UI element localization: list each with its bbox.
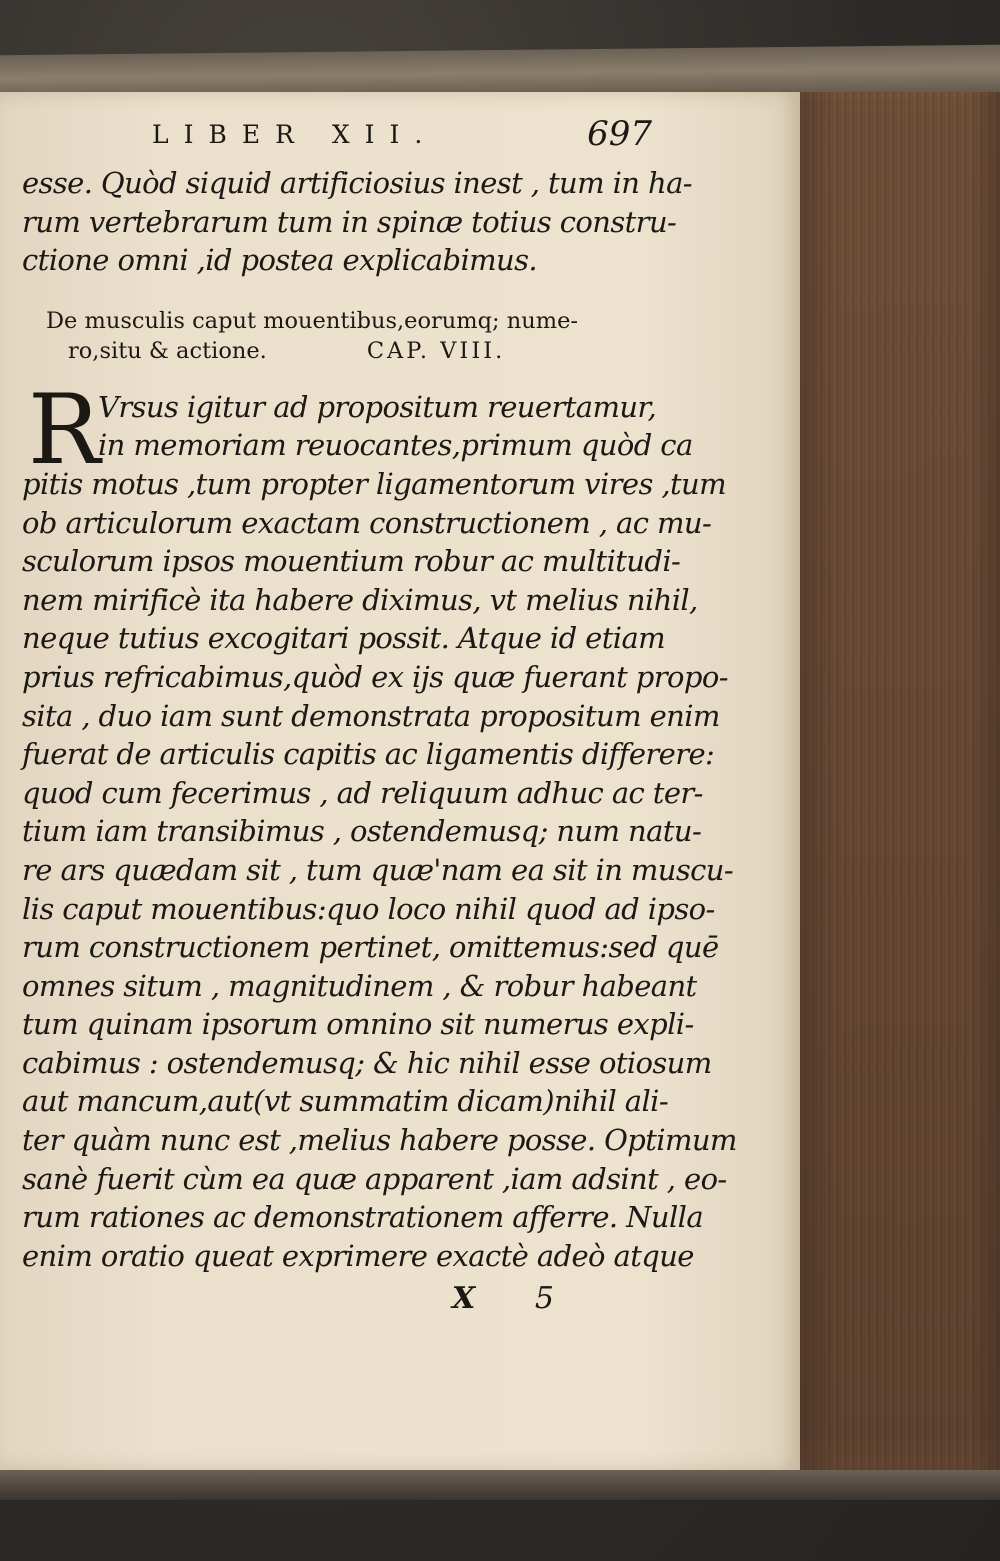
chapter-heading-line1: De musculis caput mouentibus,eorumq; nume-: [46, 307, 578, 334]
body-paragraph: [22, 373, 737, 1276]
text-line: prius refricabimus,quòd ex ijs quæ fuerant propo-: [22, 659, 728, 694]
chapter-number: CAP. VIII.: [366, 337, 506, 364]
text-line: fuerat de articulis capitis ac ligamentis differere:: [22, 737, 715, 772]
page-fore-edges: [800, 92, 1000, 1470]
page-number: 697: [587, 114, 652, 154]
text-line: cabimus : ostendemusq; & hic nihil esse otiosum: [22, 1045, 712, 1080]
text-line: rum vertebrarum tum in spinæ totius constru-: [22, 204, 677, 239]
text-line: lis caput mouentibus:quo loco nihil quod ad ipso-: [22, 891, 715, 926]
text-line: esse. Quòd siquid artificiosius inest , tum in ha-: [22, 166, 692, 200]
intro-paragraph: [22, 164, 692, 280]
text-line: pitis motus ,tum propter ligamentorum vires ,tum: [22, 466, 727, 501]
text-line: tium iam transibimus , ostendemusq; num natu-: [22, 814, 702, 849]
text-line: sculorum ipsos mouentium robur ac multitudi-: [22, 544, 681, 579]
chapter-heading-line2: [68, 336, 642, 366]
text-line: quod cum fecerimus , ad reliquum adhuc ac ter-: [22, 775, 703, 810]
text-line: ter quàm nunc est ,melius habere posse. Optimum: [22, 1123, 737, 1158]
signature-number: 5: [534, 1281, 554, 1317]
chapter-heading-line2-text: ro,situ & actione.: [68, 337, 267, 364]
text-line: enim oratio queat exprimere exactè adeò atque: [22, 1238, 694, 1273]
text-line: rum constructionem pertinet, omittemus:sed quē: [22, 930, 719, 965]
text-line: nem mirificè ita habere diximus, vt melius nihil,: [22, 582, 698, 617]
running-head: [22, 114, 652, 160]
drop-cap: R: [28, 373, 101, 486]
text-line: sita , duo iam sunt demonstrata propositum enim: [22, 698, 720, 733]
page-text: [22, 114, 737, 1317]
text-line: tum quinam ipsorum omnino sit numerus expli-: [22, 1007, 694, 1042]
chapter-heading: [46, 306, 642, 366]
text-line: omnes situm , magnitudinem , & robur habeant: [22, 968, 697, 1003]
text-line: rum rationes ac demonstrationem afferre. Nulla: [22, 1200, 704, 1235]
text-line: in memoriam reuocantes,primum quòd ca: [98, 428, 693, 463]
text-line: sanè fuerit cùm ea quæ apparent ,iam adsint , eo-: [22, 1161, 727, 1196]
running-head-label: LIBER XII.: [152, 120, 438, 149]
text-line: ob articulorum exactam constructionem , ac mu-: [22, 505, 712, 540]
text-line: re ars quædam sit , tum quæ'nam ea sit in muscu-: [22, 852, 734, 887]
text-line: ctione omni ,id postea explicabimus.: [22, 243, 537, 278]
text-line: neque tutius excogitari possit. Atque id etiam: [22, 621, 666, 656]
text-line: aut mancum,aut(vt summatim dicam)nihil ali-: [22, 1084, 669, 1119]
text-line: Vrsus igitur ad propositum reuertamur,: [98, 389, 657, 424]
signature-line: [22, 1281, 642, 1316]
signature-letter: X: [452, 1281, 476, 1317]
